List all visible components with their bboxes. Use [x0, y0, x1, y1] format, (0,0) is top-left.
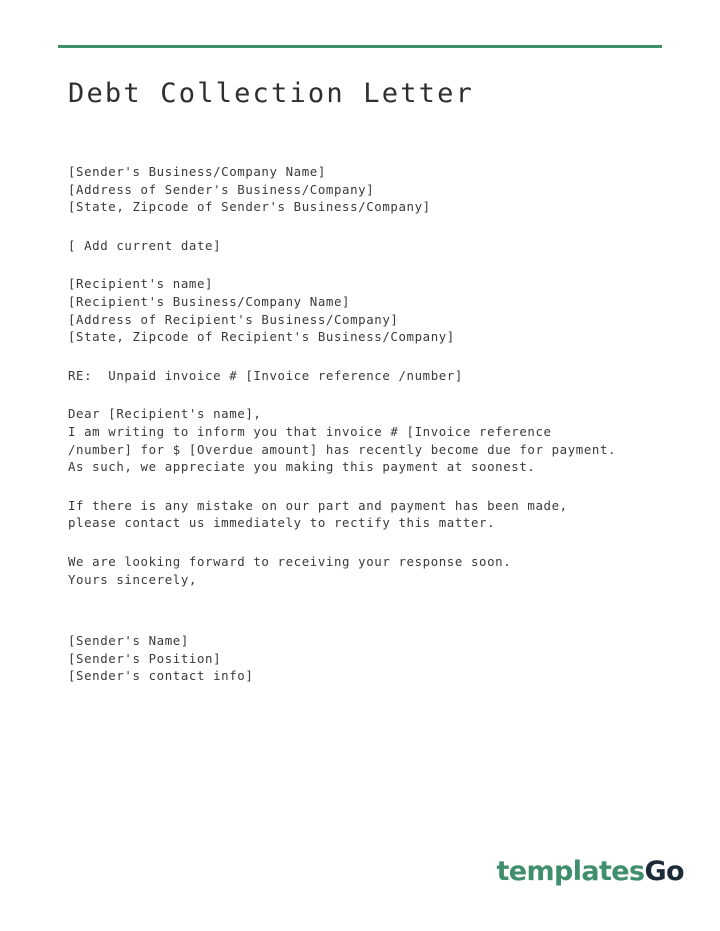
paragraph-line: Dear [Recipient's name], — [68, 406, 262, 422]
sender-line: [Address of Sender's Business/Company] — [68, 181, 375, 197]
paragraph-line: As such, we appreciate you making this payment at soonest. — [68, 459, 536, 475]
paragraph-2 — [68, 497, 668, 532]
paragraph-line: We are looking forward to receiving your response soon. — [68, 553, 512, 569]
logo-text-go: Go — [644, 856, 684, 887]
logo-text-templates: templates — [496, 856, 645, 887]
recipient-line: [Address of Recipient's Business/Company] — [68, 311, 399, 327]
paragraph-3 — [68, 553, 668, 588]
signature-line: [Sender's Name] — [68, 633, 189, 649]
recipient-line: [Recipient's Business/Company Name] — [68, 293, 351, 309]
date-block — [68, 237, 668, 255]
subject-line: RE: Unpaid invoice # [Invoice reference /number] — [68, 367, 463, 383]
date-line: [ Add current date] — [68, 237, 222, 253]
paragraph-line: please contact us immediately to rectify this matter. — [68, 515, 496, 531]
sender-address-block — [68, 163, 668, 216]
recipient-line: [State, Zipcode of Recipient's Business/Company] — [68, 329, 455, 345]
page-title: Debt Collection Letter — [68, 78, 475, 109]
header-divider — [58, 45, 662, 48]
templatesgo-logo — [496, 856, 684, 887]
signature-block — [68, 632, 668, 685]
paragraph-line: If there is any mistake on our part and payment has been made, — [68, 497, 568, 513]
signature-line: [Sender's contact info] — [68, 668, 254, 684]
sender-line: [State, Zipcode of Sender's Business/Company] — [68, 199, 431, 215]
sender-line: [Sender's Business/Company Name] — [68, 164, 326, 179]
subject-block — [68, 367, 668, 385]
paragraph-line: I am writing to inform you that invoice # [Invoice reference — [68, 423, 552, 439]
paragraph-line: /number] for $ [Overdue amount] has recently become due for payment. — [68, 441, 617, 457]
letter-body — [68, 163, 668, 706]
paragraph-1 — [68, 405, 668, 475]
recipient-line: [Recipient's name] — [68, 276, 214, 292]
recipient-address-block — [68, 275, 668, 345]
signature-line: [Sender's Position] — [68, 650, 222, 666]
closing-line: Yours sincerely, — [68, 571, 197, 587]
